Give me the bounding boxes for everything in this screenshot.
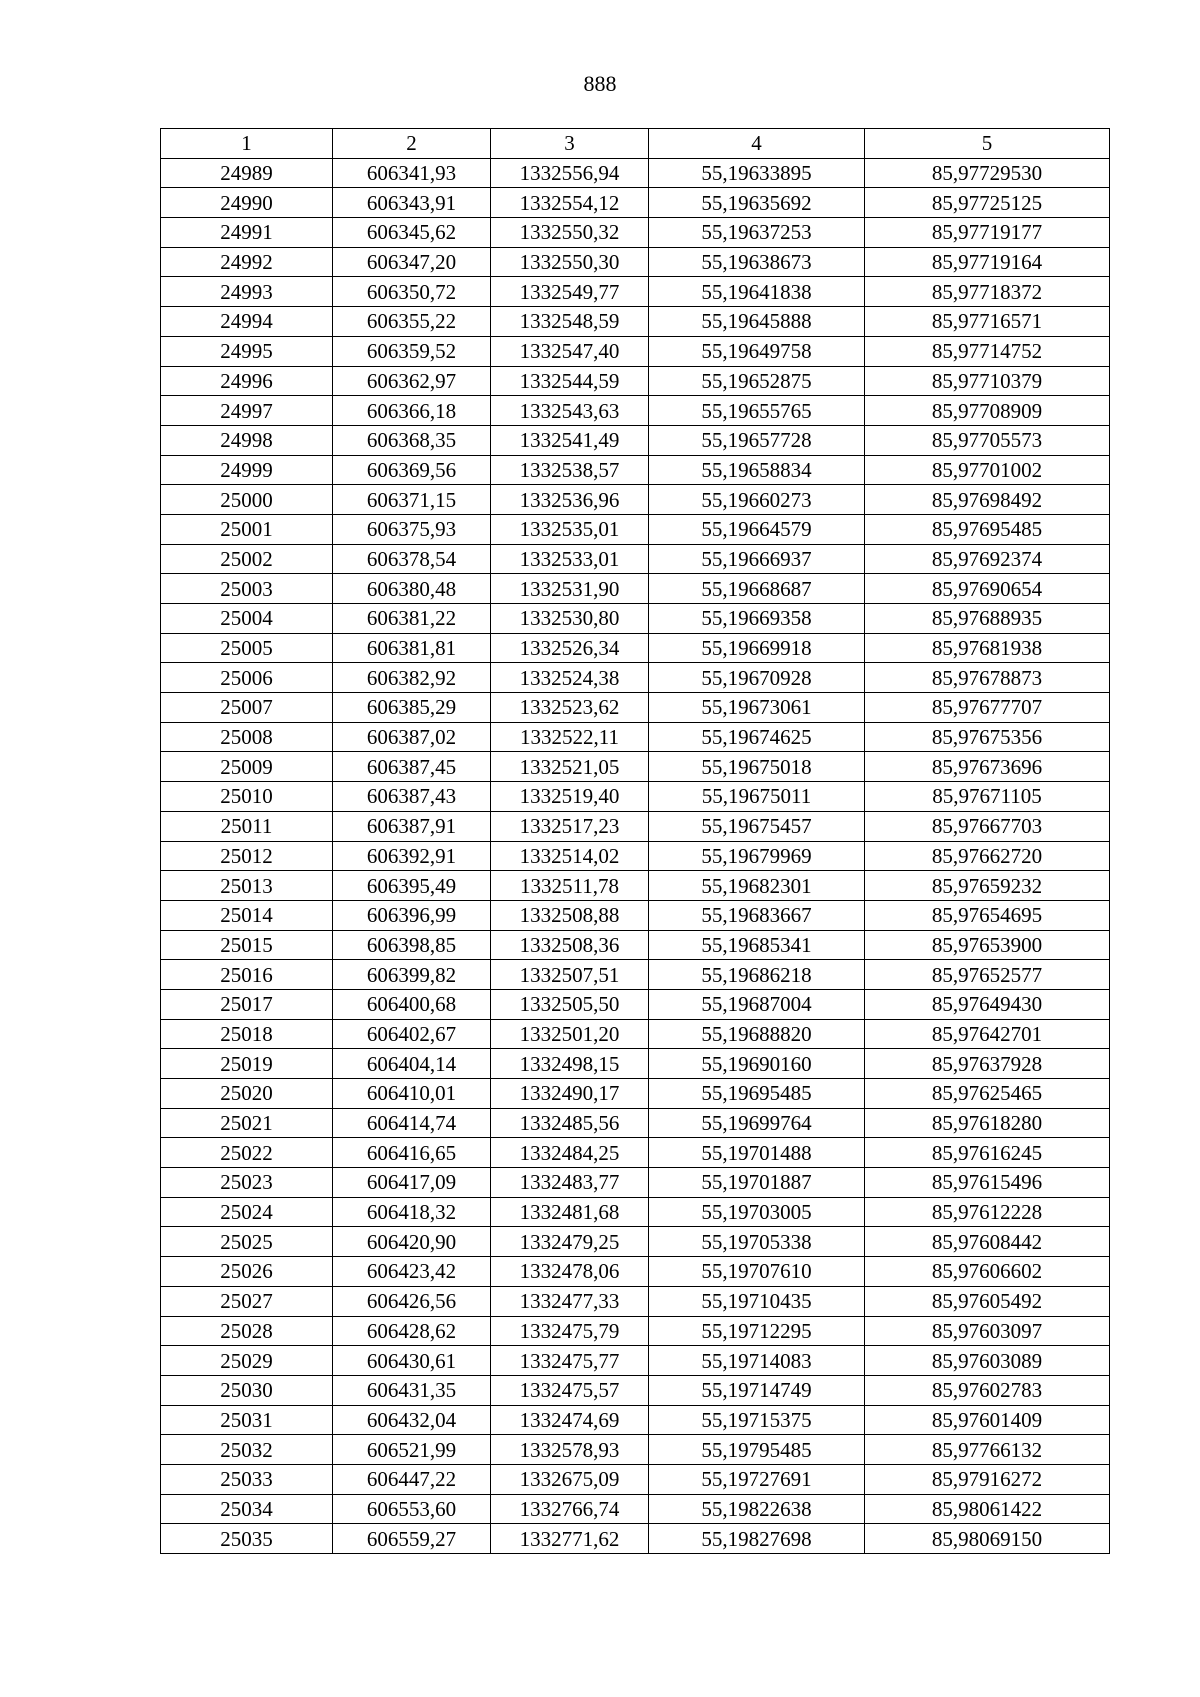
- table-cell-col-3: 1332475,79: [491, 1316, 649, 1346]
- table-cell-col-2: 606371,15: [333, 485, 491, 515]
- table-row: [161, 1108, 1110, 1138]
- table-row: [161, 218, 1110, 248]
- table-cell-col-1: 25034: [161, 1494, 333, 1524]
- table-cell-col-4: 55,19690160: [649, 1049, 865, 1079]
- table-cell-col-3: 1332511,78: [491, 871, 649, 901]
- table-cell-col-1: 24998: [161, 425, 333, 455]
- table-row: [161, 960, 1110, 990]
- table-cell-col-1: 25002: [161, 544, 333, 574]
- table-body: [161, 158, 1110, 1553]
- table-cell-col-2: 606398,85: [333, 930, 491, 960]
- page-number: 888: [583, 71, 617, 96]
- table-row: [161, 989, 1110, 1019]
- table-cell-col-2: 606341,93: [333, 158, 491, 188]
- table-cell-col-5: 85,97612228: [865, 1197, 1110, 1227]
- table-cell-col-2: 606380,48: [333, 574, 491, 604]
- table-row: [161, 722, 1110, 752]
- table-cell-col-4: 55,19657728: [649, 425, 865, 455]
- table-row: [161, 366, 1110, 396]
- table-cell-col-2: 606347,20: [333, 247, 491, 277]
- table-cell-col-3: 1332526,34: [491, 633, 649, 663]
- table-cell-col-3: 1332479,25: [491, 1227, 649, 1257]
- table-cell-col-2: 606431,35: [333, 1375, 491, 1405]
- table-cell-col-3: 1332475,77: [491, 1346, 649, 1376]
- table-cell-col-4: 55,19649758: [649, 336, 865, 366]
- table-cell-col-5: 85,97649430: [865, 989, 1110, 1019]
- table-cell-col-4: 55,19703005: [649, 1197, 865, 1227]
- table-cell-col-5: 85,97710379: [865, 366, 1110, 396]
- table-cell-col-4: 55,19669918: [649, 633, 865, 663]
- table-row: [161, 1138, 1110, 1168]
- table-cell-col-5: 85,97653900: [865, 930, 1110, 960]
- table-cell-col-3: 1332535,01: [491, 514, 649, 544]
- table-cell-col-4: 55,19682301: [649, 871, 865, 901]
- table-cell-col-1: 25005: [161, 633, 333, 663]
- table-cell-col-2: 606400,68: [333, 989, 491, 1019]
- table-row: [161, 693, 1110, 723]
- table-cell-col-5: 85,97637928: [865, 1049, 1110, 1079]
- table-cell-col-5: 85,97681938: [865, 633, 1110, 663]
- column-header-2: 2: [333, 129, 491, 159]
- table-cell-col-5: 85,97729530: [865, 158, 1110, 188]
- table-cell-col-2: 606362,97: [333, 366, 491, 396]
- column-header-1: 1: [161, 129, 333, 159]
- table-cell-col-5: 85,97659232: [865, 871, 1110, 901]
- table-row: [161, 1464, 1110, 1494]
- table-cell-col-4: 55,19827698: [649, 1524, 865, 1554]
- table-cell-col-5: 85,97602783: [865, 1375, 1110, 1405]
- table-cell-col-5: 85,97654695: [865, 900, 1110, 930]
- table-cell-col-1: 25014: [161, 900, 333, 930]
- table-row: [161, 604, 1110, 634]
- table-cell-col-2: 606375,93: [333, 514, 491, 544]
- table-cell-col-4: 55,19675018: [649, 752, 865, 782]
- table-cell-col-2: 606355,22: [333, 307, 491, 337]
- table-row: [161, 1227, 1110, 1257]
- table-cell-col-1: 25018: [161, 1019, 333, 1049]
- table-cell-col-5: 85,97652577: [865, 960, 1110, 990]
- table-cell-col-1: 25015: [161, 930, 333, 960]
- table-cell-col-5: 85,97678873: [865, 663, 1110, 693]
- table-cell-col-2: 606359,52: [333, 336, 491, 366]
- table-cell-col-1: 25006: [161, 663, 333, 693]
- table-row: [161, 1049, 1110, 1079]
- table-cell-col-4: 55,19660273: [649, 485, 865, 515]
- table-cell-col-2: 606416,65: [333, 1138, 491, 1168]
- table-cell-col-4: 55,19683667: [649, 900, 865, 930]
- table-row: [161, 811, 1110, 841]
- table-cell-col-4: 55,19673061: [649, 693, 865, 723]
- table-row: [161, 544, 1110, 574]
- table-cell-col-3: 1332505,50: [491, 989, 649, 1019]
- table-cell-col-5: 85,97675356: [865, 722, 1110, 752]
- table-cell-col-1: 25017: [161, 989, 333, 1019]
- table-cell-col-2: 606395,49: [333, 871, 491, 901]
- table-cell-col-2: 606396,99: [333, 900, 491, 930]
- table-row: [161, 188, 1110, 218]
- table-cell-col-1: 25013: [161, 871, 333, 901]
- table-row: [161, 1168, 1110, 1198]
- table-row: [161, 752, 1110, 782]
- table-cell-col-2: 606404,14: [333, 1049, 491, 1079]
- table-cell-col-2: 606350,72: [333, 277, 491, 307]
- table-cell-col-2: 606387,45: [333, 752, 491, 782]
- table-cell-col-2: 606432,04: [333, 1405, 491, 1435]
- table-cell-col-1: 25030: [161, 1375, 333, 1405]
- table-cell-col-2: 606418,32: [333, 1197, 491, 1227]
- table-cell-col-1: 25028: [161, 1316, 333, 1346]
- table-cell-col-4: 55,19679969: [649, 841, 865, 871]
- table-row: [161, 871, 1110, 901]
- table-cell-col-2: 606387,91: [333, 811, 491, 841]
- table-cell-col-3: 1332507,51: [491, 960, 649, 990]
- table-cell-col-2: 606417,09: [333, 1168, 491, 1198]
- table-cell-col-1: 25022: [161, 1138, 333, 1168]
- table-cell-col-3: 1332530,80: [491, 604, 649, 634]
- table-row: [161, 1435, 1110, 1465]
- table-cell-col-4: 55,19686218: [649, 960, 865, 990]
- table-cell-col-4: 55,19635692: [649, 188, 865, 218]
- table-cell-col-5: 85,97916272: [865, 1464, 1110, 1494]
- table-cell-col-4: 55,19727691: [649, 1464, 865, 1494]
- table-cell-col-1: 25031: [161, 1405, 333, 1435]
- table-cell-col-4: 55,19715375: [649, 1405, 865, 1435]
- table-cell-col-5: 85,97677707: [865, 693, 1110, 723]
- table-row: [161, 485, 1110, 515]
- table-cell-col-4: 55,19714083: [649, 1346, 865, 1376]
- table-cell-col-4: 55,19668687: [649, 574, 865, 604]
- table-cell-col-2: 606426,56: [333, 1286, 491, 1316]
- table-row: [161, 1019, 1110, 1049]
- table-row: [161, 841, 1110, 871]
- table-cell-col-4: 55,19701488: [649, 1138, 865, 1168]
- table-cell-col-2: 606387,02: [333, 722, 491, 752]
- table-cell-col-3: 1332547,40: [491, 336, 649, 366]
- table-cell-col-1: 24999: [161, 455, 333, 485]
- table-cell-col-3: 1332519,40: [491, 782, 649, 812]
- table-cell-col-2: 606368,35: [333, 425, 491, 455]
- table-cell-col-3: 1332490,17: [491, 1079, 649, 1109]
- table-cell-col-4: 55,19674625: [649, 722, 865, 752]
- table-cell-col-5: 85,97616245: [865, 1138, 1110, 1168]
- table-cell-col-5: 85,97642701: [865, 1019, 1110, 1049]
- table-cell-col-2: 606559,27: [333, 1524, 491, 1554]
- table-cell-col-3: 1332771,62: [491, 1524, 649, 1554]
- table-cell-col-5: 85,97601409: [865, 1405, 1110, 1435]
- table-cell-col-1: 24989: [161, 158, 333, 188]
- table-cell-col-1: 25020: [161, 1079, 333, 1109]
- table-cell-col-2: 606369,56: [333, 455, 491, 485]
- table-cell-col-1: 25027: [161, 1286, 333, 1316]
- table-cell-col-2: 606385,29: [333, 693, 491, 723]
- table-cell-col-5: 85,97714752: [865, 336, 1110, 366]
- table-cell-col-5: 85,97766132: [865, 1435, 1110, 1465]
- table-cell-col-3: 1332508,88: [491, 900, 649, 930]
- table-row: [161, 1494, 1110, 1524]
- table-cell-col-1: 25012: [161, 841, 333, 871]
- table-cell-col-4: 55,19710435: [649, 1286, 865, 1316]
- table-cell-col-2: 606343,91: [333, 188, 491, 218]
- table-row: [161, 900, 1110, 930]
- table-cell-col-2: 606428,62: [333, 1316, 491, 1346]
- table-cell-col-2: 606410,01: [333, 1079, 491, 1109]
- table-cell-col-1: 24994: [161, 307, 333, 337]
- table-cell-col-2: 606381,81: [333, 633, 491, 663]
- table-cell-col-4: 55,19670928: [649, 663, 865, 693]
- table-row: [161, 633, 1110, 663]
- table-cell-col-3: 1332550,32: [491, 218, 649, 248]
- table-cell-col-1: 25025: [161, 1227, 333, 1257]
- table-cell-col-1: 25024: [161, 1197, 333, 1227]
- table-row: [161, 1286, 1110, 1316]
- table-cell-col-1: 24997: [161, 396, 333, 426]
- table-cell-col-4: 55,19707610: [649, 1257, 865, 1287]
- table-cell-col-2: 606399,82: [333, 960, 491, 990]
- table-row: [161, 1346, 1110, 1376]
- table-cell-col-5: 85,97695485: [865, 514, 1110, 544]
- table-cell-col-3: 1332578,93: [491, 1435, 649, 1465]
- table-cell-col-4: 55,19652875: [649, 366, 865, 396]
- column-header-3: 3: [491, 129, 649, 159]
- table-row: [161, 1524, 1110, 1554]
- table-row: [161, 514, 1110, 544]
- table-cell-col-5: 85,97716571: [865, 307, 1110, 337]
- table-cell-col-1: 25033: [161, 1464, 333, 1494]
- table-cell-col-5: 85,97701002: [865, 455, 1110, 485]
- table-cell-col-3: 1332501,20: [491, 1019, 649, 1049]
- table-cell-col-3: 1332498,15: [491, 1049, 649, 1079]
- table-cell-col-3: 1332550,30: [491, 247, 649, 277]
- table-cell-col-1: 25011: [161, 811, 333, 841]
- column-header-4: 4: [649, 129, 865, 159]
- table-cell-col-4: 55,19705338: [649, 1227, 865, 1257]
- table-cell-col-3: 1332477,33: [491, 1286, 649, 1316]
- table-cell-col-3: 1332531,90: [491, 574, 649, 604]
- table-row: [161, 930, 1110, 960]
- table-cell-col-5: 85,98061422: [865, 1494, 1110, 1524]
- table-cell-col-1: 25026: [161, 1257, 333, 1287]
- table-cell-col-4: 55,19675011: [649, 782, 865, 812]
- table-row: [161, 1197, 1110, 1227]
- table-cell-col-5: 85,97605492: [865, 1286, 1110, 1316]
- table-cell-col-5: 85,97673696: [865, 752, 1110, 782]
- table-cell-col-1: 25016: [161, 960, 333, 990]
- table-cell-col-3: 1332475,57: [491, 1375, 649, 1405]
- table-cell-col-3: 1332484,25: [491, 1138, 649, 1168]
- table-cell-col-5: 85,97608442: [865, 1227, 1110, 1257]
- table-cell-col-1: 24992: [161, 247, 333, 277]
- table-cell-col-1: 25035: [161, 1524, 333, 1554]
- table-cell-col-5: 85,97725125: [865, 188, 1110, 218]
- table-cell-col-4: 55,19701887: [649, 1168, 865, 1198]
- table-cell-col-3: 1332474,69: [491, 1405, 649, 1435]
- table-cell-col-3: 1332549,77: [491, 277, 649, 307]
- table-cell-col-4: 55,19699764: [649, 1108, 865, 1138]
- table-cell-col-5: 85,97719177: [865, 218, 1110, 248]
- table-cell-col-1: 25000: [161, 485, 333, 515]
- table-cell-col-3: 1332521,05: [491, 752, 649, 782]
- table-cell-col-1: 24996: [161, 366, 333, 396]
- table-cell-col-2: 606345,62: [333, 218, 491, 248]
- table-cell-col-5: 85,97603089: [865, 1346, 1110, 1376]
- table-cell-col-2: 606402,67: [333, 1019, 491, 1049]
- table-cell-col-5: 85,97719164: [865, 247, 1110, 277]
- table-cell-col-1: 25008: [161, 722, 333, 752]
- table-cell-col-2: 606378,54: [333, 544, 491, 574]
- table-cell-col-3: 1332675,09: [491, 1464, 649, 1494]
- table-cell-col-4: 55,19685341: [649, 930, 865, 960]
- table-cell-col-5: 85,97615496: [865, 1168, 1110, 1198]
- table-cell-col-5: 85,97618280: [865, 1108, 1110, 1138]
- table-cell-col-5: 85,97692374: [865, 544, 1110, 574]
- table-cell-col-4: 55,19688820: [649, 1019, 865, 1049]
- table-cell-col-5: 85,97718372: [865, 277, 1110, 307]
- table-cell-col-1: 25004: [161, 604, 333, 634]
- table-cell-col-5: 85,97688935: [865, 604, 1110, 634]
- table-cell-col-4: 55,19655765: [649, 396, 865, 426]
- table-cell-col-3: 1332523,62: [491, 693, 649, 723]
- table-cell-col-2: 606447,22: [333, 1464, 491, 1494]
- column-header-5: 5: [865, 129, 1110, 159]
- table-cell-col-1: 25010: [161, 782, 333, 812]
- table-cell-col-2: 606392,91: [333, 841, 491, 871]
- table-cell-col-5: 85,97698492: [865, 485, 1110, 515]
- table-cell-col-5: 85,97705573: [865, 425, 1110, 455]
- table-cell-col-3: 1332517,23: [491, 811, 649, 841]
- table-cell-col-1: 25009: [161, 752, 333, 782]
- table-row: [161, 1375, 1110, 1405]
- table-cell-col-3: 1332541,49: [491, 425, 649, 455]
- table-cell-col-4: 55,19795485: [649, 1435, 865, 1465]
- table-cell-col-4: 55,19714749: [649, 1375, 865, 1405]
- table-cell-col-1: 24990: [161, 188, 333, 218]
- table-row: [161, 247, 1110, 277]
- table-row: [161, 396, 1110, 426]
- table-cell-col-2: 606420,90: [333, 1227, 491, 1257]
- table-cell-col-5: 85,97662720: [865, 841, 1110, 871]
- table-cell-col-4: 55,19658834: [649, 455, 865, 485]
- table-cell-col-4: 55,19822638: [649, 1494, 865, 1524]
- table-cell-col-3: 1332478,06: [491, 1257, 649, 1287]
- table-cell-col-1: 25021: [161, 1108, 333, 1138]
- table-cell-col-3: 1332538,57: [491, 455, 649, 485]
- table-cell-col-5: 85,97625465: [865, 1079, 1110, 1109]
- table-cell-col-2: 606381,22: [333, 604, 491, 634]
- table-header: [161, 129, 1110, 159]
- table-cell-col-5: 85,98069150: [865, 1524, 1110, 1554]
- table-cell-col-4: 55,19666937: [649, 544, 865, 574]
- table-cell-col-3: 1332544,59: [491, 366, 649, 396]
- table-cell-col-4: 55,19638673: [649, 247, 865, 277]
- table-cell-col-3: 1332508,36: [491, 930, 649, 960]
- table-cell-col-1: 24993: [161, 277, 333, 307]
- table-cell-col-2: 606414,74: [333, 1108, 491, 1138]
- table-cell-col-5: 85,97671105: [865, 782, 1110, 812]
- table-cell-col-4: 55,19695485: [649, 1079, 865, 1109]
- table-cell-col-1: 25029: [161, 1346, 333, 1376]
- table-cell-col-2: 606387,43: [333, 782, 491, 812]
- table-cell-col-3: 1332481,68: [491, 1197, 649, 1227]
- table-cell-col-2: 606366,18: [333, 396, 491, 426]
- table-cell-col-3: 1332514,02: [491, 841, 649, 871]
- table-cell-col-4: 55,19712295: [649, 1316, 865, 1346]
- table-cell-col-2: 606521,99: [333, 1435, 491, 1465]
- table-cell-col-4: 55,19637253: [649, 218, 865, 248]
- table-row: [161, 574, 1110, 604]
- table-cell-col-5: 85,97690654: [865, 574, 1110, 604]
- table-row: [161, 336, 1110, 366]
- table-cell-col-4: 55,19645888: [649, 307, 865, 337]
- table-row: [161, 1257, 1110, 1287]
- table-row: [161, 1316, 1110, 1346]
- table-cell-col-1: 24995: [161, 336, 333, 366]
- table-row: [161, 277, 1110, 307]
- table-cell-col-4: 55,19641838: [649, 277, 865, 307]
- coordinates-table: [160, 128, 1110, 1554]
- table-cell-col-3: 1332548,59: [491, 307, 649, 337]
- table-cell-col-3: 1332522,11: [491, 722, 649, 752]
- table-cell-col-1: 25032: [161, 1435, 333, 1465]
- table-cell-col-3: 1332533,01: [491, 544, 649, 574]
- table-row: [161, 1405, 1110, 1435]
- table-cell-col-2: 606423,42: [333, 1257, 491, 1287]
- table-row: [161, 158, 1110, 188]
- table-cell-col-1: 25003: [161, 574, 333, 604]
- table-row: [161, 663, 1110, 693]
- table-cell-col-4: 55,19633895: [649, 158, 865, 188]
- table-row: [161, 307, 1110, 337]
- table-cell-col-4: 55,19669358: [649, 604, 865, 634]
- table-cell-col-3: 1332524,38: [491, 663, 649, 693]
- table-cell-col-5: 85,97667703: [865, 811, 1110, 841]
- table-cell-col-2: 606553,60: [333, 1494, 491, 1524]
- table-cell-col-5: 85,97603097: [865, 1316, 1110, 1346]
- table-cell-col-5: 85,97708909: [865, 396, 1110, 426]
- table-row: [161, 782, 1110, 812]
- table-row: [161, 455, 1110, 485]
- table-cell-col-3: 1332483,77: [491, 1168, 649, 1198]
- table-cell-col-3: 1332485,56: [491, 1108, 649, 1138]
- header-row: [161, 129, 1110, 159]
- table-cell-col-1: 25019: [161, 1049, 333, 1079]
- table-cell-col-3: 1332554,12: [491, 188, 649, 218]
- table-cell-col-1: 25023: [161, 1168, 333, 1198]
- table-cell-col-3: 1332536,96: [491, 485, 649, 515]
- table-cell-col-3: 1332556,94: [491, 158, 649, 188]
- table-cell-col-4: 55,19664579: [649, 514, 865, 544]
- table-cell-col-1: 25001: [161, 514, 333, 544]
- table-cell-col-2: 606382,92: [333, 663, 491, 693]
- table-row: [161, 1079, 1110, 1109]
- table-row: [161, 425, 1110, 455]
- table-cell-col-1: 24991: [161, 218, 333, 248]
- table-cell-col-3: 1332766,74: [491, 1494, 649, 1524]
- table-cell-col-4: 55,19687004: [649, 989, 865, 1019]
- table-cell-col-4: 55,19675457: [649, 811, 865, 841]
- table-cell-col-5: 85,97606602: [865, 1257, 1110, 1287]
- table-cell-col-1: 25007: [161, 693, 333, 723]
- table-cell-col-2: 606430,61: [333, 1346, 491, 1376]
- table-cell-col-3: 1332543,63: [491, 396, 649, 426]
